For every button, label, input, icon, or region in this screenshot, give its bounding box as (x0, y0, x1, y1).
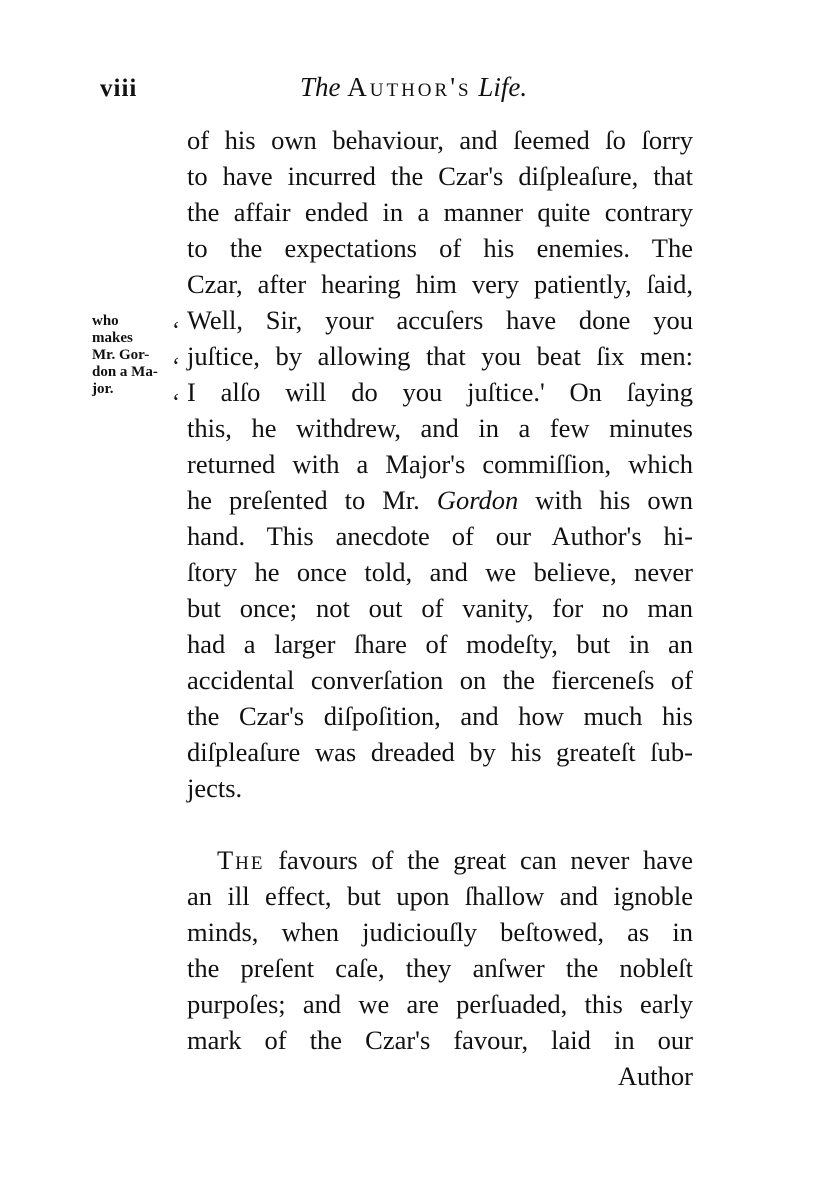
body-text (187, 122, 693, 1094)
text-line: mark of the Czar's favour, laid in our (187, 1025, 693, 1055)
text-line: the Czar's diſpoſition, and how much his (187, 701, 693, 731)
marginal-note-line: makes (92, 330, 133, 346)
marginal-note-line: jor. (92, 381, 114, 397)
paragraph-1 (187, 122, 693, 806)
text-line: juſtice, by allowing that you beat ſix men: (187, 341, 693, 371)
quote-mark: ‘ (172, 354, 180, 380)
text-line: this, he withdrew, and in a few minutes (187, 413, 693, 443)
text-line: I alſo will do you juſtice.' On ſaying (187, 377, 693, 407)
text-segment: favours of the great can never have (278, 845, 694, 875)
text-line: had a larger ſhare of modeſty, but in an (187, 629, 693, 659)
page-number: viii (100, 75, 138, 102)
marginal-note-line: Mr. Gor- (92, 347, 150, 363)
name-gordon: Gordon (436, 485, 519, 515)
text-line: the affair ended in a manner quite contrary (187, 197, 693, 227)
text-line: Czar, after hearing him very patiently, ſaid, (187, 269, 693, 299)
text-line: but once; not out of vanity, for no man (187, 593, 693, 623)
text-line: to the expectations of his enemies. The (187, 233, 693, 263)
text-line: purpoſes; and we are perſuaded, this early (187, 989, 693, 1019)
running-head-life: Life. (478, 72, 528, 102)
text-line: ſtory he once told, and we believe, never (187, 557, 693, 587)
text-segment: he preſented to Mr. (187, 485, 420, 515)
text-line: jects. (187, 773, 243, 803)
quote-mark: ‘ (172, 318, 180, 344)
paragraph-2 (187, 842, 693, 1094)
catchword: Author (617, 1061, 693, 1091)
marginal-note-line: who (92, 313, 119, 329)
text-line: to have incurred the Czar's diſpleaſure, that (187, 161, 693, 191)
text-line-first (187, 842, 693, 878)
text-line: the preſent caſe, they anſwer the nobleſt (187, 953, 693, 983)
running-head-author: Author's (347, 72, 472, 102)
marginal-note-line: don a Ma- (92, 364, 158, 380)
text-line-with-name (187, 482, 693, 518)
running-head (300, 72, 527, 103)
text-line: an ill effect, but upon ſhallow and ignoble (187, 881, 693, 911)
text-segment: with his own (535, 485, 693, 515)
paragraph-gap (187, 806, 693, 842)
text-line: minds, when judiciouſly beſtowed, as in (187, 917, 693, 947)
text-line: Well, Sir, your accuſers have done you (187, 305, 693, 335)
quotation-marks (172, 313, 180, 421)
drop-word: The (217, 845, 265, 875)
text-line: diſpleaſure was dreaded by his greateſt ſub- (187, 737, 693, 767)
text-line: returned with a Major's commiſſion, which (187, 449, 693, 479)
text-line: hand. This anecdote of our Author's hi- (187, 521, 693, 551)
quote-mark: ‘ (172, 390, 180, 416)
running-head-the: The (300, 72, 341, 102)
text-line: accidental converſation on the fierceneſs of (187, 665, 693, 695)
text-line: of his own behaviour, and ſeemed ſo ſorry (187, 125, 693, 155)
